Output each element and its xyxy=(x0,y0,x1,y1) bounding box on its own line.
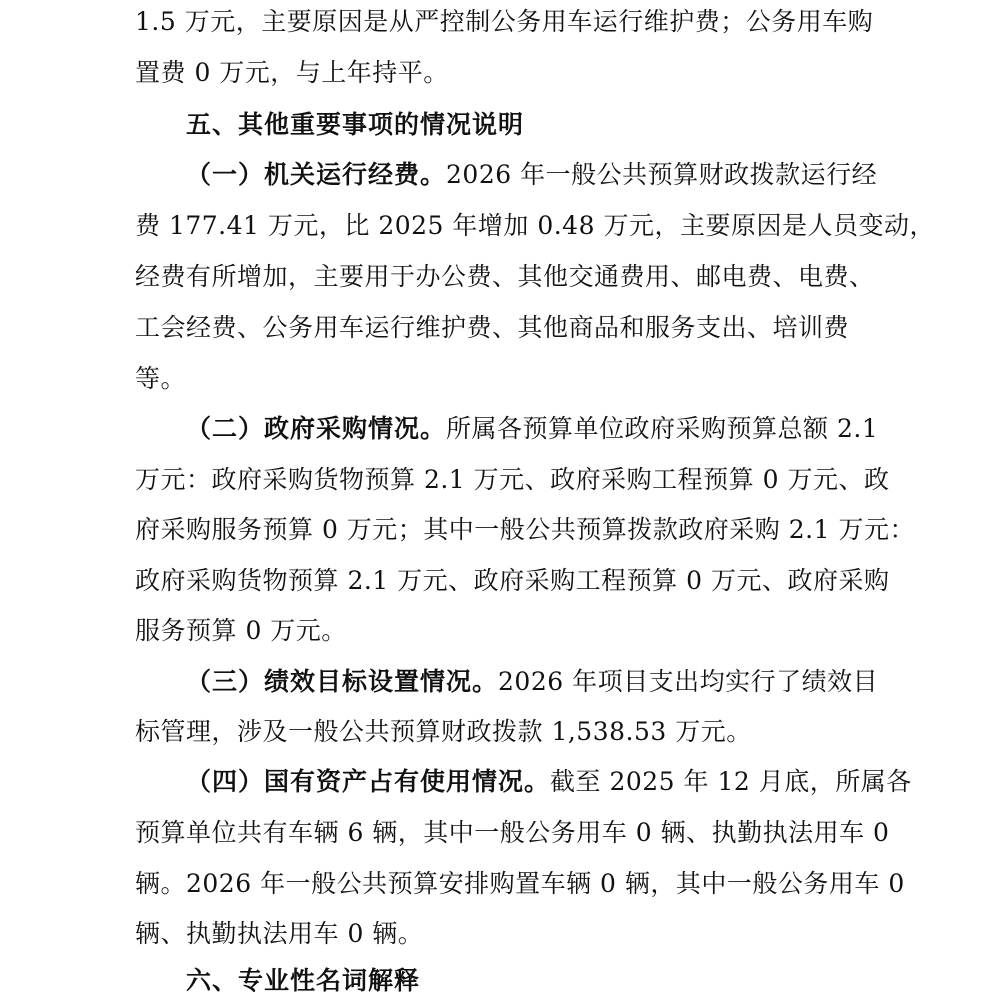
para1-line-1 xyxy=(186,160,877,190)
para2-text-1: 所属各预算单位政府采购预算总额 2.1 xyxy=(446,414,879,443)
para2-line-5: 服务预算 0 万元。 xyxy=(135,616,347,645)
para1-line-4: 工会经费、公务用车运行维护费、其他商品和服务支出、培训费 xyxy=(135,313,850,342)
para4-line-4: 辆、执勤执法用车 0 辆。 xyxy=(135,919,424,948)
para1-line-5: 等。 xyxy=(135,364,187,393)
para4-line-3: 辆。2026 年一般公共预算安排购置车辆 0 辆，其中一般公务用车 0 xyxy=(135,869,905,898)
para2-line-4: 政府采购货物预算 2.1 万元、政府采购工程预算 0 万元、政府采购 xyxy=(135,566,890,595)
para1-line-2: 费 177.41 万元，比 2025 年增加 0.48 万元，主要原因是人员变动， xyxy=(135,211,935,240)
para4-line-2: 预算单位共有车辆 6 辆，其中一般公务用车 0 辆、执勤执法用车 0 xyxy=(135,818,890,847)
continuation-line-1: 1.5 万元，主要原因是从严控制公务用车运行维护费；公务用车购 xyxy=(135,7,874,36)
para1-text-1: 2026 年一般公共预算财政拨款运行经 xyxy=(446,160,878,189)
para2-line-1 xyxy=(186,414,878,444)
para1-line-3: 经费有所增加，主要用于办公费、其他交通费用、邮电费、电费、 xyxy=(135,262,875,291)
para4-line-1 xyxy=(186,767,912,797)
para1-lead: （一）机关运行经费。 xyxy=(186,160,447,189)
para3-lead: （三）绩效目标设置情况。 xyxy=(186,667,499,696)
para3-text-1: 2026 年项目支出均实行了绩效目 xyxy=(498,667,879,696)
continuation-line-2: 置费 0 万元，与上年持平。 xyxy=(135,58,449,87)
section-five-heading: 五、其他重要事项的情况说明 xyxy=(186,110,525,139)
section-six-heading: 六、专业性名词解释 xyxy=(186,966,421,995)
para3-line-2: 标管理，涉及一般公共预算财政拨款 1,538.53 万元。 xyxy=(135,717,752,746)
para3-line-1 xyxy=(186,667,878,697)
para2-lead: （二）政府采购情况。 xyxy=(186,414,447,443)
para4-lead: （四）国有资产占有使用情况。 xyxy=(186,767,551,796)
para4-text-1: 截至 2025 年 12 月底，所属各 xyxy=(550,767,912,796)
para2-line-3: 府采购服务预算 0 万元；其中一般公共预算拨款政府采购 2.1 万元： xyxy=(135,515,915,544)
para2-line-2: 万元：政府采购货物预算 2.1 万元、政府采购工程预算 0 万元、政 xyxy=(135,465,890,494)
